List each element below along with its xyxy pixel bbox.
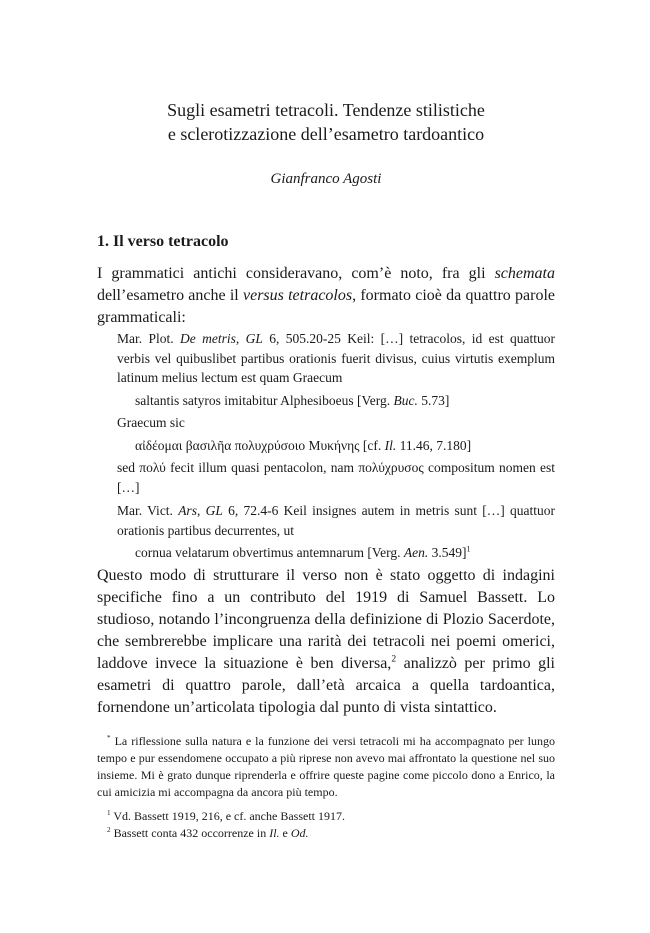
text: e: [279, 826, 291, 840]
italic-abbrev: GL: [205, 503, 223, 518]
footnote-ref: 1: [466, 544, 471, 554]
text: 6, 72.4-6 Keil insignes autem in metris sunt […] quattuor orationis partibus decurrentes, ut: [117, 503, 556, 538]
footnotes: [97, 733, 555, 842]
italic-term: schemata: [494, 265, 555, 282]
italic-abbrev: Aen.: [403, 545, 429, 560]
italic-abbrev: Il.: [384, 437, 397, 453]
footnote-mark: 1: [107, 809, 111, 817]
text: 11.46, 7.180]: [396, 437, 472, 453]
italic-abbrev: GL: [245, 331, 263, 346]
author-name: Gianfranco Agosti: [270, 171, 382, 187]
italic-abbrev: Od.: [290, 826, 309, 840]
footnote-2: [97, 825, 555, 842]
text: ,: [235, 331, 246, 346]
footnote-star: [97, 733, 555, 801]
quote-line-1: [117, 329, 555, 388]
verse-line-3: [135, 543, 555, 563]
quote-line-3: sed πολύ fecit illum quasi pentacolon, nam πολύχρυσος compositum nomen est […]: [117, 460, 555, 495]
italic-term: versus tetracolos: [242, 287, 353, 304]
text: ,: [196, 503, 206, 518]
italic-abbrev: Buc.: [393, 392, 418, 408]
text: αἰδέομαι βασιλῆα πολυχρύσοιο Μυκήνης [cf.: [135, 437, 385, 453]
section-heading: 1. Il verso tetracolo: [97, 233, 229, 250]
text: cornua velatarum obvertimus antemnarum [Verg.: [135, 545, 404, 560]
italic-title: De metris: [180, 331, 236, 346]
footnote-1: [97, 808, 555, 825]
title-line-1: Sugli esametri tetracoli. Tendenze stilistiche: [167, 100, 485, 120]
paragraph-1: [97, 263, 555, 329]
article-title: [97, 98, 555, 146]
footnote-mark: *: [107, 734, 111, 742]
italic-title: Ars: [178, 503, 197, 518]
title-line-2: e sclerotizzazione dell’esametro tardoantico: [167, 124, 485, 144]
italic-abbrev: Il.: [269, 826, 280, 840]
text: 6, 505.20-25 Keil: […] tetracolos, id est quattuor verbis vel quibuslibet partibus orationis fuerit divisus, cuius virtutis exemplum latinum melius lectum est quam Graecum: [117, 331, 556, 385]
paragraph-2: [97, 565, 555, 719]
text: I grammatici antichi consideravano, com’è noto, fra gli: [97, 265, 495, 282]
text: 3.549]: [428, 545, 467, 560]
verse-line-1: [135, 391, 555, 411]
verse-line-greek: [135, 436, 555, 456]
footnote-ref: 2: [391, 653, 397, 665]
text: Mar. Vict.: [117, 503, 179, 518]
footnote-mark: 2: [107, 826, 111, 834]
text: 5.73]: [417, 392, 450, 408]
text: analizzò per primo gli esametri di quattro parole, dall’età arcaica a quella tardoantica, fornendone un’articolata tipologia dal punto di vista sintattico.: [97, 655, 556, 716]
text: Bassett conta 432 occorrenze in: [110, 826, 270, 840]
text: dell’esametro anche il: [97, 287, 243, 304]
text: Mar. Plot.: [117, 331, 181, 346]
text: , formato cioè da quattro parole grammaticali:: [97, 287, 556, 326]
quote-line-2: Graecum sic: [117, 415, 185, 430]
text: La riflessione sulla natura e la funzione dei versi tetracoli mi ha accompagnato per lungo tempo e pur essendomene occupato a più riprese non avevo mai affrontato la questione nel suo insieme. Mi è grato dunque riprenderla e offrire queste pagine come piccolo dono a Enrico, la cui amicizia mi accompagna da ancora più tempo.: [97, 734, 555, 799]
text: saltantis satyros imitabitur Alphesiboeus [Verg.: [135, 392, 394, 408]
quote-line-4: [117, 501, 555, 540]
text: Vd. Bassett 1919, 216, e cf. anche Bassett 1917.: [110, 809, 345, 823]
block-quote: [117, 329, 555, 566]
text: Questo modo di strutturare il verso non è stato oggetto di indagini specifiche fino a un contributo del 1919 di Samuel Bassett. Lo studioso, notando l’incongruenza della definizione di Plozio Sacerdote, che sembrerebbe implicare una rarità dei tetracoli nei poemi omerici, laddove invece la situazione è ben diversa,: [97, 567, 555, 672]
